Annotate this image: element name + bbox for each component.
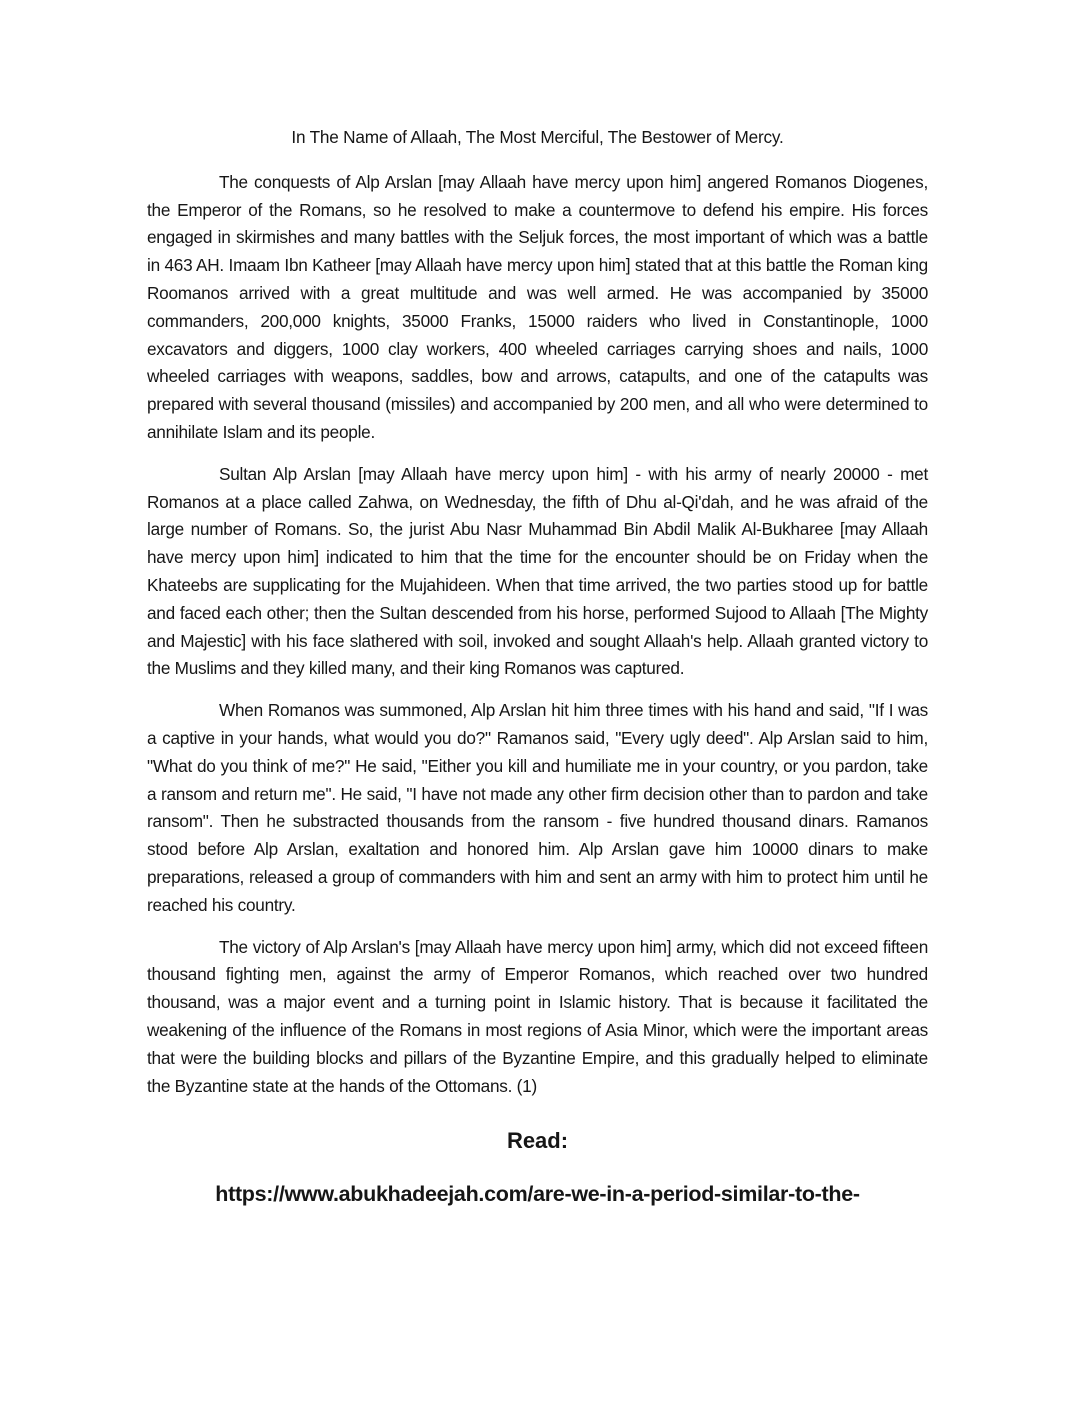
read-label: Read:	[506, 1128, 569, 1154]
document-heading: In The Name of Allaah, The Most Merciful, The Bestower of Mercy.	[291, 127, 784, 147]
document-page	[147, 124, 928, 1208]
paragraph-victory-significance: The victory of Alp Arslan's [may Allaah have mercy upon him] army, which did not exceed fifteen thousand fighting men, against the army of Emperor Romanos, which reached over two hundred thousand, was a major event and a turning point in Islamic history. That is because it facilitated the weakening of the influence of the Romans in most regions of Asia Minor, which were the important areas that were the building blocks and pillars of the Byzantine Empire, and this gradually helped to eliminate the Byzantine state at the hands of the Ottomans. (1)	[147, 936, 928, 1096]
paragraph-battle-of-zahwa: Sultan Alp Arslan [may Allaah have mercy upon him] - with his army of nearly 20000 - met Romanos at a place called Zahwa, on Wednesday, the fifth of Dhu al-Qi'dah, and he was afraid of the large number of Romans. So, the jurist Abu Nasr Muhammad Bin Abdil Malik Al-Bukharee [may Allaah have mercy upon him] indicated to him that the time for the encounter should be on Friday when the Khateebs are supplicating for the Mujahideen. When that time arrived, the two parties stood up for battle and faced each other; then the Sultan descended from his horse, performed Sujood to Allaah [The Mighty and Majestic] with his face slathered with soil, invoked and sought Allaah's help. Allaah granted victory to the Muslims and they killed many, and their king Romanos was captured.	[147, 463, 928, 679]
article-url: https://www.abukhadeejah.com/are-we-in-a-period-similar-to-the-	[215, 1182, 860, 1207]
paragraph-ransom: When Romanos was summoned, Alp Arslan hit him three times with his hand and said, "If I was a captive in your hands, what would you do?" Ramanos said, "Every ugly deed". Alp Arslan said to him, "What do you think of me?" He said, "Either you kill and humiliate me in your country, or you pardon, take a ransom and return me". He said, "I have not made any other firm decision other than to pardon and take ransom". Then he substracted thousands from the ransom - five hundred thousand dinars. Ramanos stood before Alp Arslan, exaltation and honored him. Alp Arslan gave him 10000 dinars to make preparations, released a group of commanders with him and sent an army with him to protect him until he reached his country.	[147, 700, 928, 915]
paragraph-conquests: The conquests of Alp Arslan [may Allaah have mercy upon him] angered Romanos Diogenes, the Emperor of the Romans, so he resolved to make a countermove to defend his empire. His forces engaged in skirmishes and many battles with the Seljuk forces, the most important of which was a battle in 463 AH. Imaam Ibn Katheer [may Allaah have mercy upon him] stated that at this battle the Roman king Roomanos arrived with a great multitude and was well armed. He was accompanied by 35000 commanders, 200,000 knights, 35000 Franks, 15000 raiders who lived in Constantinople, 1000 excavators and diggers, 1000 clay workers, 400 wheeled carriages carrying shoes and nails, 1000 wheeled carriages with weapons, saddles, bow and arrows, catapults, and one of the catapults was prepared with several thousand (missiles) and accompanied by 200 men, and all who were determined to annihilate Islam and its people.	[147, 171, 928, 442]
